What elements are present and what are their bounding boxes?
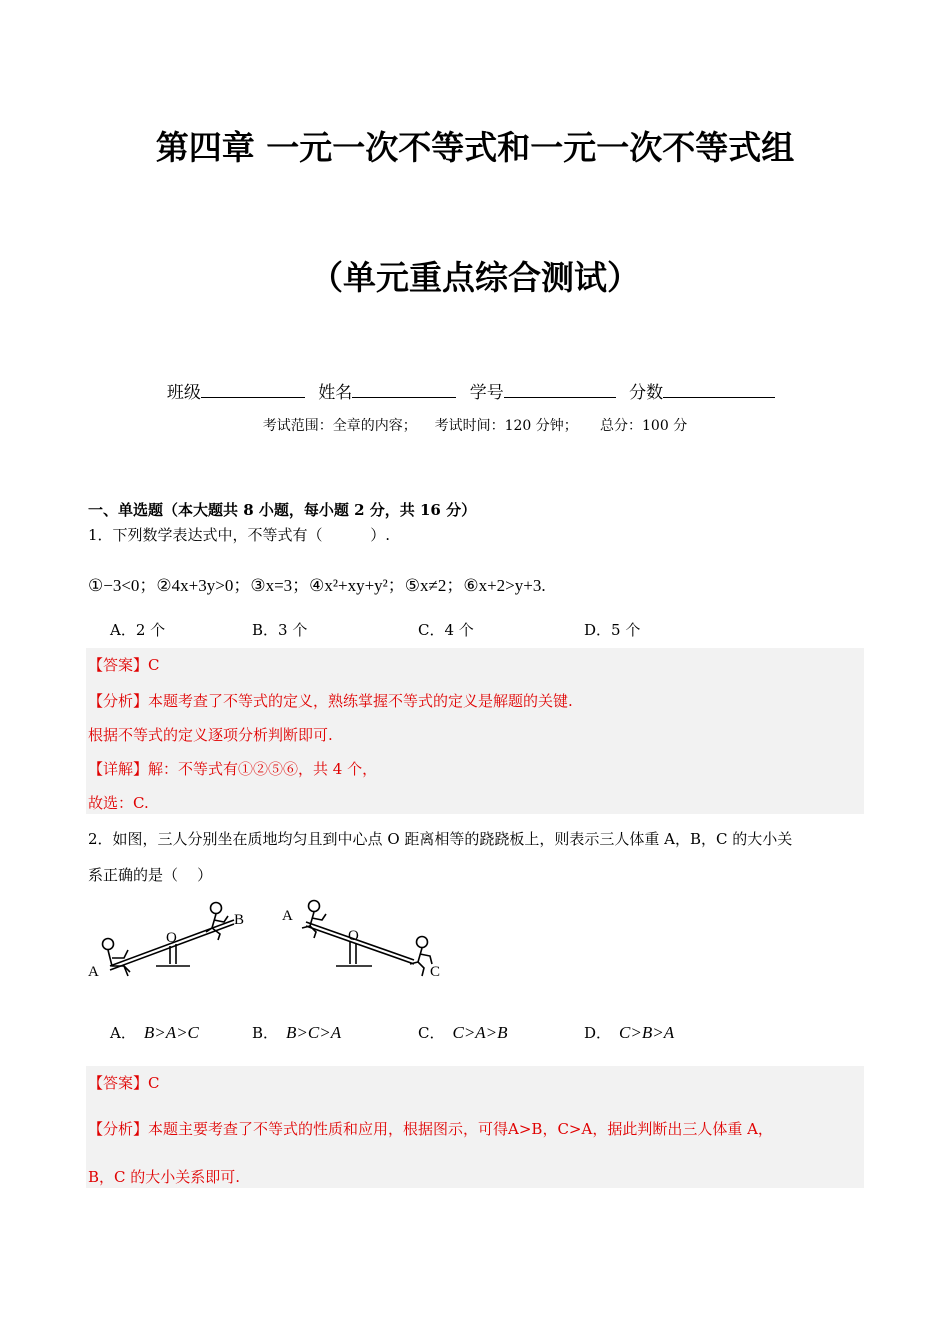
fig-label-a-left: A	[88, 964, 99, 980]
person-b-icon	[211, 903, 222, 914]
q2-analysis-line2: B，C 的大小关系即可.	[88, 1168, 241, 1186]
q2-answer-box	[86, 1066, 864, 1188]
q2-option-b[interactable]: B． B>C>A	[252, 1023, 342, 1042]
exam-info: 考试范围：全章的内容； 考试时间：120 分钟； 总分：100 分	[262, 418, 688, 434]
fig-label-b: B	[234, 912, 245, 928]
q1-analysis2: 根据不等式的定义逐项分析判断即可.	[88, 726, 333, 744]
q2-answer: 【答案】C	[88, 1074, 160, 1092]
page-title: 第四章 一元一次不等式和一元一次不等式组	[155, 128, 795, 167]
fig-label-c: C	[430, 964, 441, 980]
person-c-icon	[417, 937, 428, 948]
q2-analysis-line1: 【分析】本题主要考查了不等式的性质和应用，根据图示，可得A>B，C>A，据此判断出三人体重 A，	[88, 1120, 773, 1138]
q2-option-d[interactable]: D． C>B>A	[584, 1023, 675, 1042]
score-label: 分数	[629, 383, 664, 403]
score-blank[interactable]	[663, 381, 775, 398]
person-a-left-icon	[103, 939, 114, 950]
q1-conclusion: 故选：C.	[88, 794, 149, 812]
page-subtitle: （单元重点综合测试）	[310, 258, 640, 297]
student-info-line	[0, 378, 950, 403]
q2-option-a[interactable]: A． B>A>C	[110, 1023, 199, 1042]
q1-option-b[interactable]: B．3 个	[252, 621, 308, 639]
name-blank[interactable]	[352, 381, 456, 398]
fig-label-o-left: O	[166, 930, 177, 946]
section-header: 一、单选题（本大题共 8 小题，每小题 2 分，共 16 分）	[88, 501, 477, 519]
q1-option-d[interactable]: D．5 个	[584, 621, 641, 639]
q2-stem-line1: 2．如图，三人分别坐在质地均匀且到中心点 O 距离相等的跷跷板上，则表示三人体重 A，B，C 的大小关	[88, 830, 793, 848]
fig-label-o-right: O	[348, 928, 359, 944]
number-blank[interactable]	[504, 381, 616, 398]
q1-answer: 【答案】C	[88, 656, 160, 674]
q1-detail: 【详解】解：不等式有①②⑤⑥，共 4 个，	[88, 760, 378, 778]
q1-items: ①−3<0；②4x+3y>0；③x=3；④x²+xy+y²；⑤x≠2；⑥x+2>y+3.	[88, 576, 546, 595]
q1-option-c[interactable]: C．4 个	[418, 621, 474, 639]
seesaw-figure	[84, 898, 454, 998]
q2-option-c[interactable]: C． C>A>B	[418, 1023, 508, 1042]
fig-label-a-right: A	[282, 908, 293, 924]
q1-analysis: 【分析】本题考查了不等式的定义，熟练掌握不等式的定义是解题的关键.	[88, 692, 573, 710]
q1-answer-box	[86, 648, 864, 814]
q1-option-a[interactable]: A．2 个	[110, 621, 166, 639]
person-a-right-icon	[309, 901, 320, 912]
class-blank[interactable]	[201, 381, 305, 398]
class-label: 班级	[166, 383, 201, 403]
number-label: 学号	[469, 383, 504, 403]
name-label: 姓名	[318, 383, 353, 403]
q1-stem: 1．下列数学表达式中，不等式有（ ）.	[88, 526, 390, 544]
q2-stem-line2: 系正确的是（ ）	[88, 866, 213, 884]
